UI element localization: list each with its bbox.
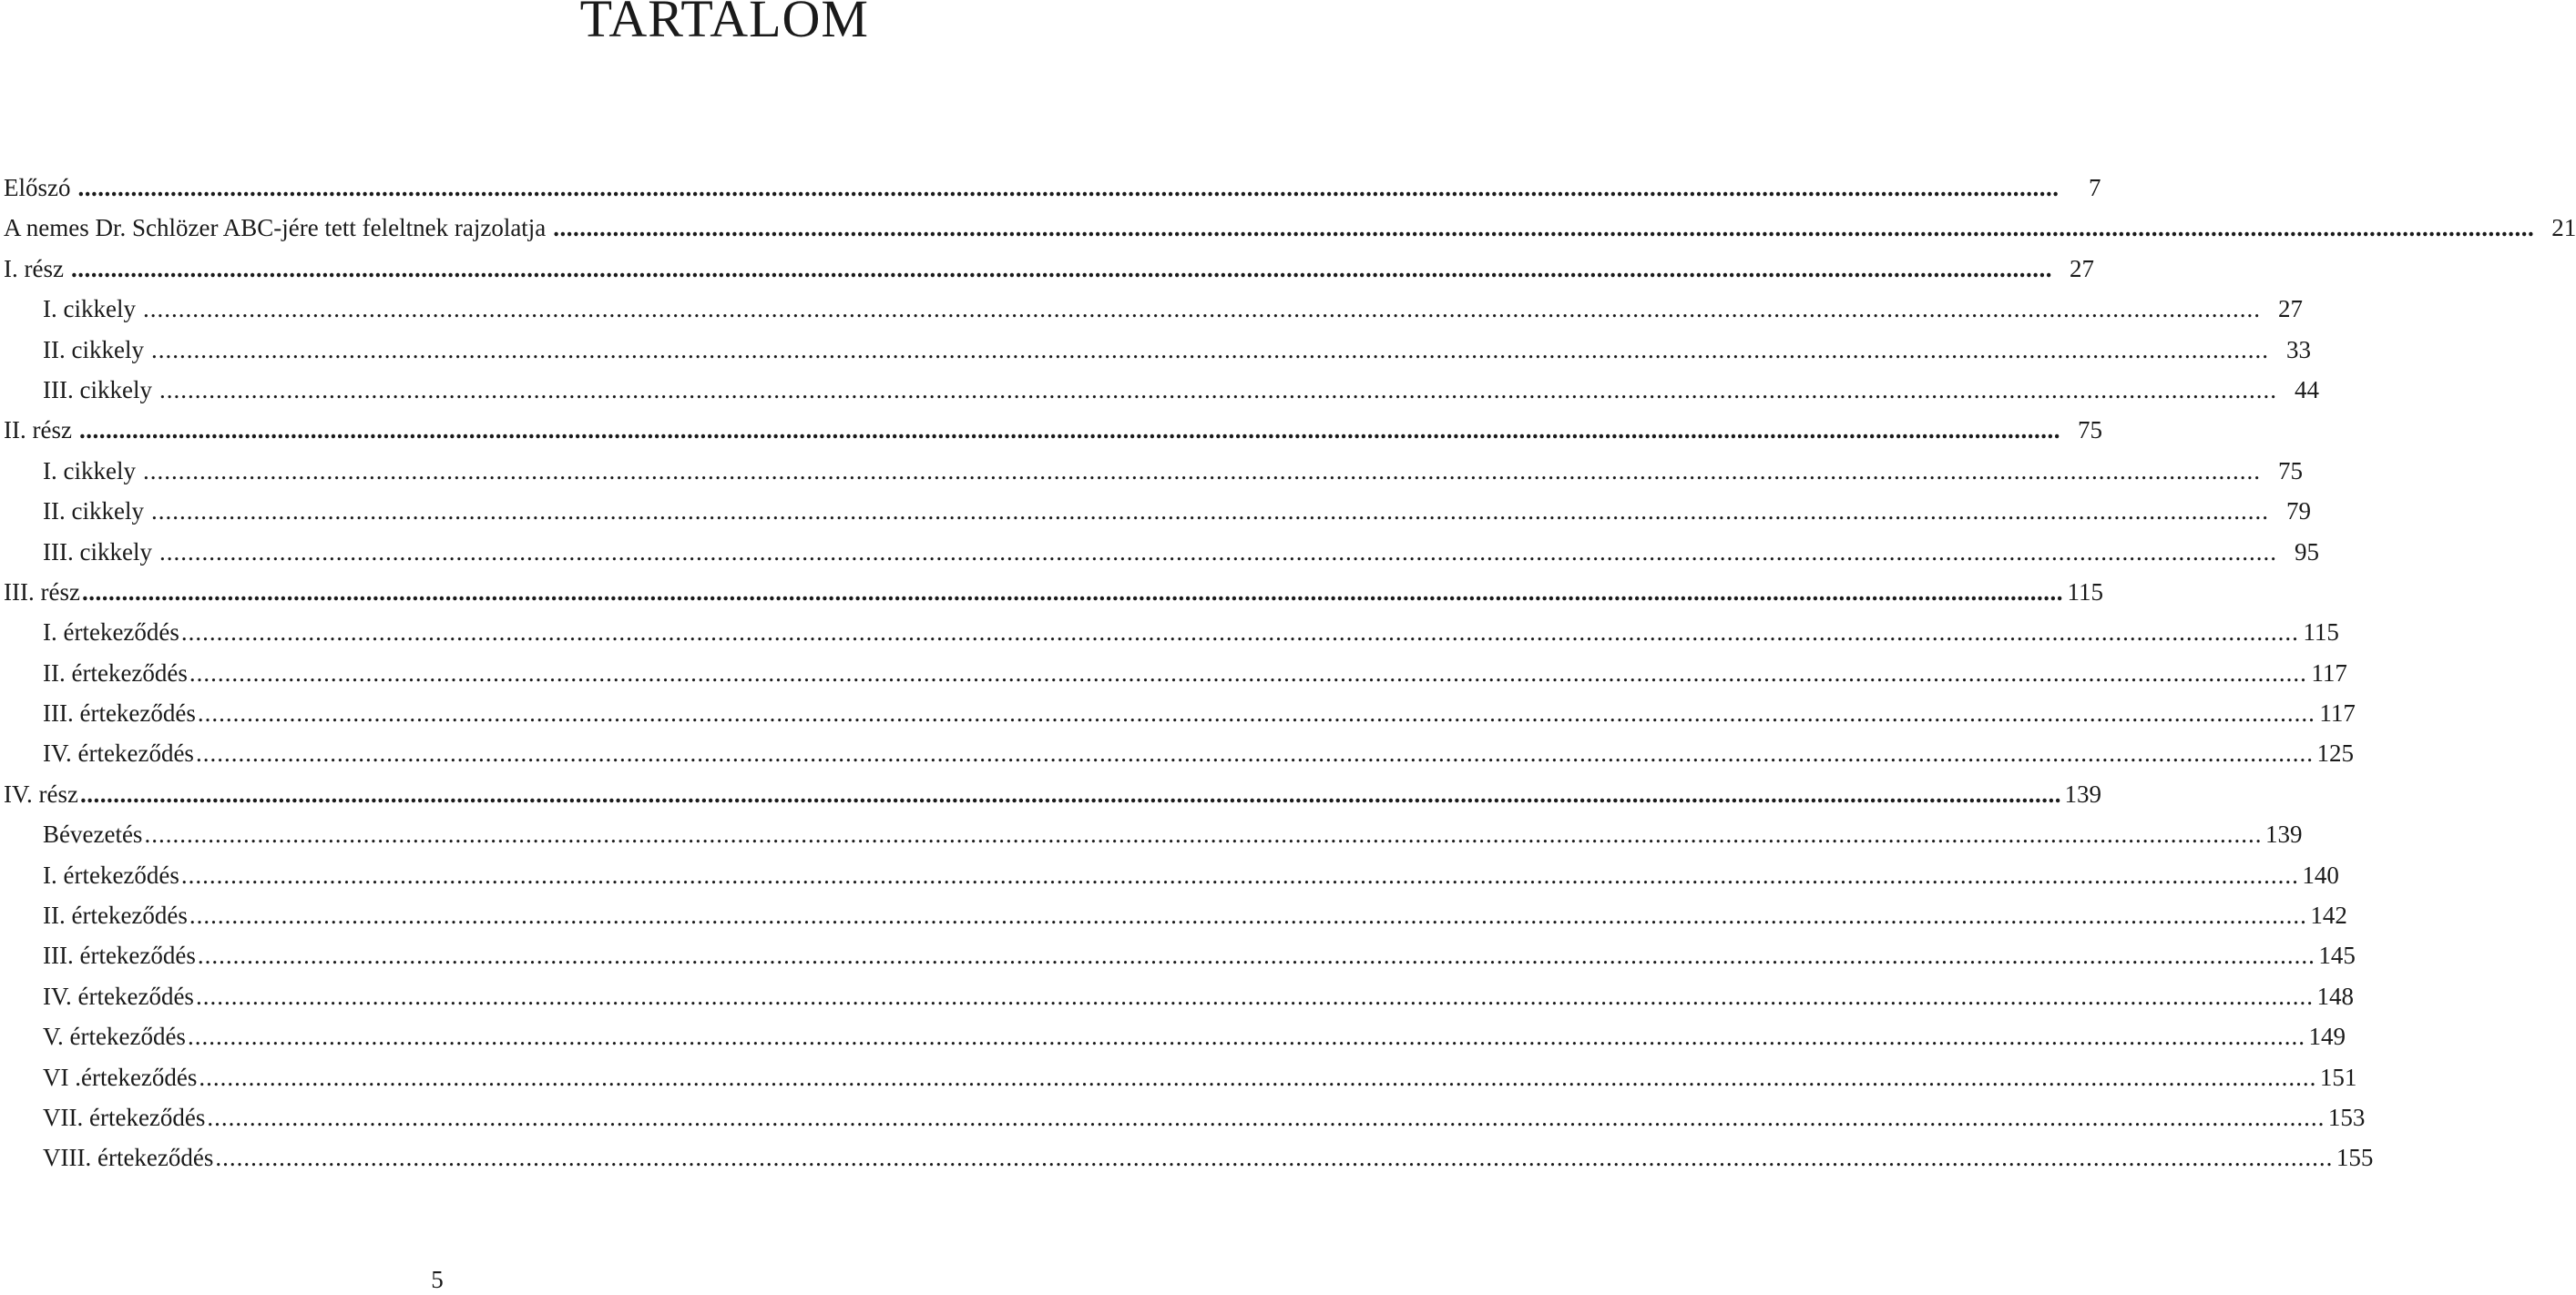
dot-leader: ............................................................................................................................................................................................................................................................................................................ (142, 456, 2261, 484)
toc-entry-page-number: 27 (2069, 254, 2094, 282)
toc-entry-label: III. cikkely (43, 537, 152, 566)
toc-entry[interactable] (4, 208, 2576, 248)
page-title: TARTALOM (579, 0, 869, 48)
toc-entry[interactable] (4, 612, 2339, 652)
toc-entry-page-number: 140 (2302, 861, 2339, 889)
toc-entry-label: I. értekeződés (43, 618, 179, 647)
toc-entry-label: V. értekeződés (43, 1023, 186, 1051)
toc-entry-page-number: 148 (2316, 982, 2354, 1010)
toc-entry-label: II. cikkely (43, 497, 144, 525)
toc-entry-page-number: 151 (2319, 1063, 2357, 1091)
toc-entry-page-number: 145 (2318, 942, 2356, 970)
toc-entry-label: VI .értekeződés (43, 1063, 198, 1091)
dot-leader: ............................................................................................................................................................................................................................................................................................................ (81, 577, 2063, 606)
toc-entry-page-number: 153 (2327, 1103, 2366, 1131)
toc-entry-label: II. cikkely (43, 335, 144, 363)
toc-entry-page-number: 155 (2336, 1144, 2374, 1172)
toc-entry-label: I. rész (4, 254, 64, 282)
page-number: 5 (431, 1266, 444, 1293)
toc-entry-label: II. értekeződés (43, 658, 188, 687)
dot-leader: ............................................................................................................................................................................................................................................................................................................ (150, 497, 2269, 525)
toc-entry[interactable] (4, 653, 2347, 693)
toc-entry[interactable] (4, 774, 2101, 814)
toc-entry[interactable] (4, 410, 2102, 450)
toc-entry[interactable] (4, 168, 2101, 208)
toc-entry-page-number: 117 (2311, 658, 2347, 687)
toc-entry-page-number: 44 (2294, 375, 2319, 403)
toc-entry-page-number: 95 (2294, 537, 2319, 566)
dot-leader: ............................................................................................................................................................................................................................................................................................................ (142, 295, 2261, 323)
toc-entry-label: VIII. értekeződés (43, 1144, 214, 1172)
toc-entry-label: I. cikkely (43, 456, 136, 484)
toc-entry-label: A nemes Dr. Schlözer ABC-jére tett feleltnek rajzolatja (4, 214, 547, 242)
toc-entry-page-number: 75 (2277, 456, 2303, 484)
dot-leader: ............................................................................................................................................................................................................................................................................................................ (197, 942, 2315, 970)
toc-entry[interactable] (4, 249, 2094, 289)
toc-entry[interactable] (4, 1137, 2374, 1178)
toc-entry[interactable] (4, 976, 2354, 1016)
dot-leader: ............................................................................................................................................................................................................................................................................................................ (70, 254, 2052, 282)
toc-entry-page-number: 139 (2264, 821, 2303, 849)
toc-entry-page-number: 33 (2285, 335, 2311, 363)
toc-entry[interactable] (4, 491, 2311, 531)
toc-entry[interactable] (4, 1057, 2357, 1097)
dot-leader: ............................................................................................................................................................................................................................................................................................................ (215, 1144, 2334, 1172)
dot-leader: ............................................................................................................................................................................................................................................................................................................ (158, 537, 2277, 566)
toc-entry[interactable] (4, 572, 2103, 612)
dot-leader: ............................................................................................................................................................................................................................................................................................................ (195, 982, 2314, 1010)
toc-entry-label: I. értekeződés (43, 861, 179, 889)
toc-entry[interactable] (4, 289, 2303, 329)
dot-leader: ............................................................................................................................................................................................................................................................................................................ (199, 1063, 2317, 1091)
toc-entry[interactable] (4, 814, 2303, 854)
toc-entry[interactable] (4, 935, 2356, 975)
toc-entry-page-number: 139 (2064, 780, 2101, 808)
toc-entry[interactable] (4, 532, 2319, 572)
toc-entry-label: II. értekeződés (43, 902, 188, 930)
toc-entry-page-number: 79 (2285, 497, 2311, 525)
toc-entry-label: Bévezetés (43, 821, 143, 849)
dot-leader: ............................................................................................................................................................................................................................................................................................................ (150, 335, 2269, 363)
toc-entry-page-number: 115 (2067, 577, 2103, 606)
dot-leader: ............................................................................................................................................................................................................................................................................................................ (79, 780, 2061, 808)
toc-entry-label: VII. értekeződés (43, 1103, 206, 1131)
toc-entry-label: III. rész (4, 577, 80, 606)
toc-entry[interactable] (4, 1097, 2366, 1137)
dot-leader: ............................................................................................................................................................................................................................................................................................................ (180, 618, 2299, 647)
dot-leader: ............................................................................................................................................................................................................................................................................................................ (553, 214, 2535, 242)
toc-entry-label: I. cikkely (43, 295, 136, 323)
dot-leader: ............................................................................................................................................................................................................................................................................................................ (77, 174, 2060, 201)
toc-entry-label: IV. értekeződés (43, 982, 194, 1010)
dot-leader: ............................................................................................................................................................................................................................................................................................................ (158, 375, 2277, 403)
toc-entry[interactable] (4, 370, 2319, 410)
toc-entry-page-number: 7 (2089, 174, 2101, 201)
dot-leader: ............................................................................................................................................................................................................................................................................................................ (180, 861, 2299, 889)
dot-leader: ............................................................................................................................................................................................................................................................................................................ (78, 416, 2060, 444)
toc-entry-page-number: 117 (2319, 699, 2356, 728)
toc-entry-label: II. rész (4, 416, 72, 444)
toc-entry[interactable] (4, 855, 2339, 895)
dot-leader: ............................................................................................................................................................................................................................................................................................................ (197, 699, 2315, 728)
toc-entry[interactable] (4, 330, 2311, 370)
toc-entry-page-number: 142 (2310, 902, 2347, 930)
toc-entry-page-number: 75 (2077, 416, 2102, 444)
dot-leader: ............................................................................................................................................................................................................................................................................................................ (207, 1103, 2326, 1131)
toc-entry[interactable] (4, 451, 2303, 491)
dot-leader: ............................................................................................................................................................................................................................................................................................................ (187, 1023, 2305, 1051)
toc-entry[interactable] (4, 693, 2356, 733)
toc-entry-page-number: 125 (2316, 739, 2354, 768)
toc-entry-page-number: 115 (2303, 618, 2339, 647)
table-of-contents (4, 168, 2576, 1178)
toc-entry[interactable] (4, 895, 2347, 935)
toc-entry-label: III. cikkely (43, 375, 152, 403)
toc-entry-page-number: 149 (2308, 1023, 2346, 1051)
toc-entry[interactable] (4, 733, 2354, 773)
toc-entry-page-number: 21 (2551, 214, 2576, 242)
toc-entry-label: III. értekeződés (43, 942, 196, 970)
toc-entry-label: III. értekeződés (43, 699, 196, 728)
dot-leader: ............................................................................................................................................................................................................................................................................................................ (189, 658, 2307, 687)
toc-entry-label: IV. értekeződés (43, 739, 194, 768)
toc-entry-page-number: 27 (2277, 295, 2303, 323)
dot-leader: ............................................................................................................................................................................................................................................................................................................ (195, 739, 2314, 768)
toc-entry[interactable] (4, 1016, 2346, 1056)
dot-leader: ............................................................................................................................................................................................................................................................................................................ (144, 821, 2263, 849)
toc-entry-label: IV. rész (4, 780, 78, 808)
toc-entry-label: Előszó (4, 174, 71, 201)
dot-leader: ............................................................................................................................................................................................................................................................................................................ (189, 902, 2307, 930)
